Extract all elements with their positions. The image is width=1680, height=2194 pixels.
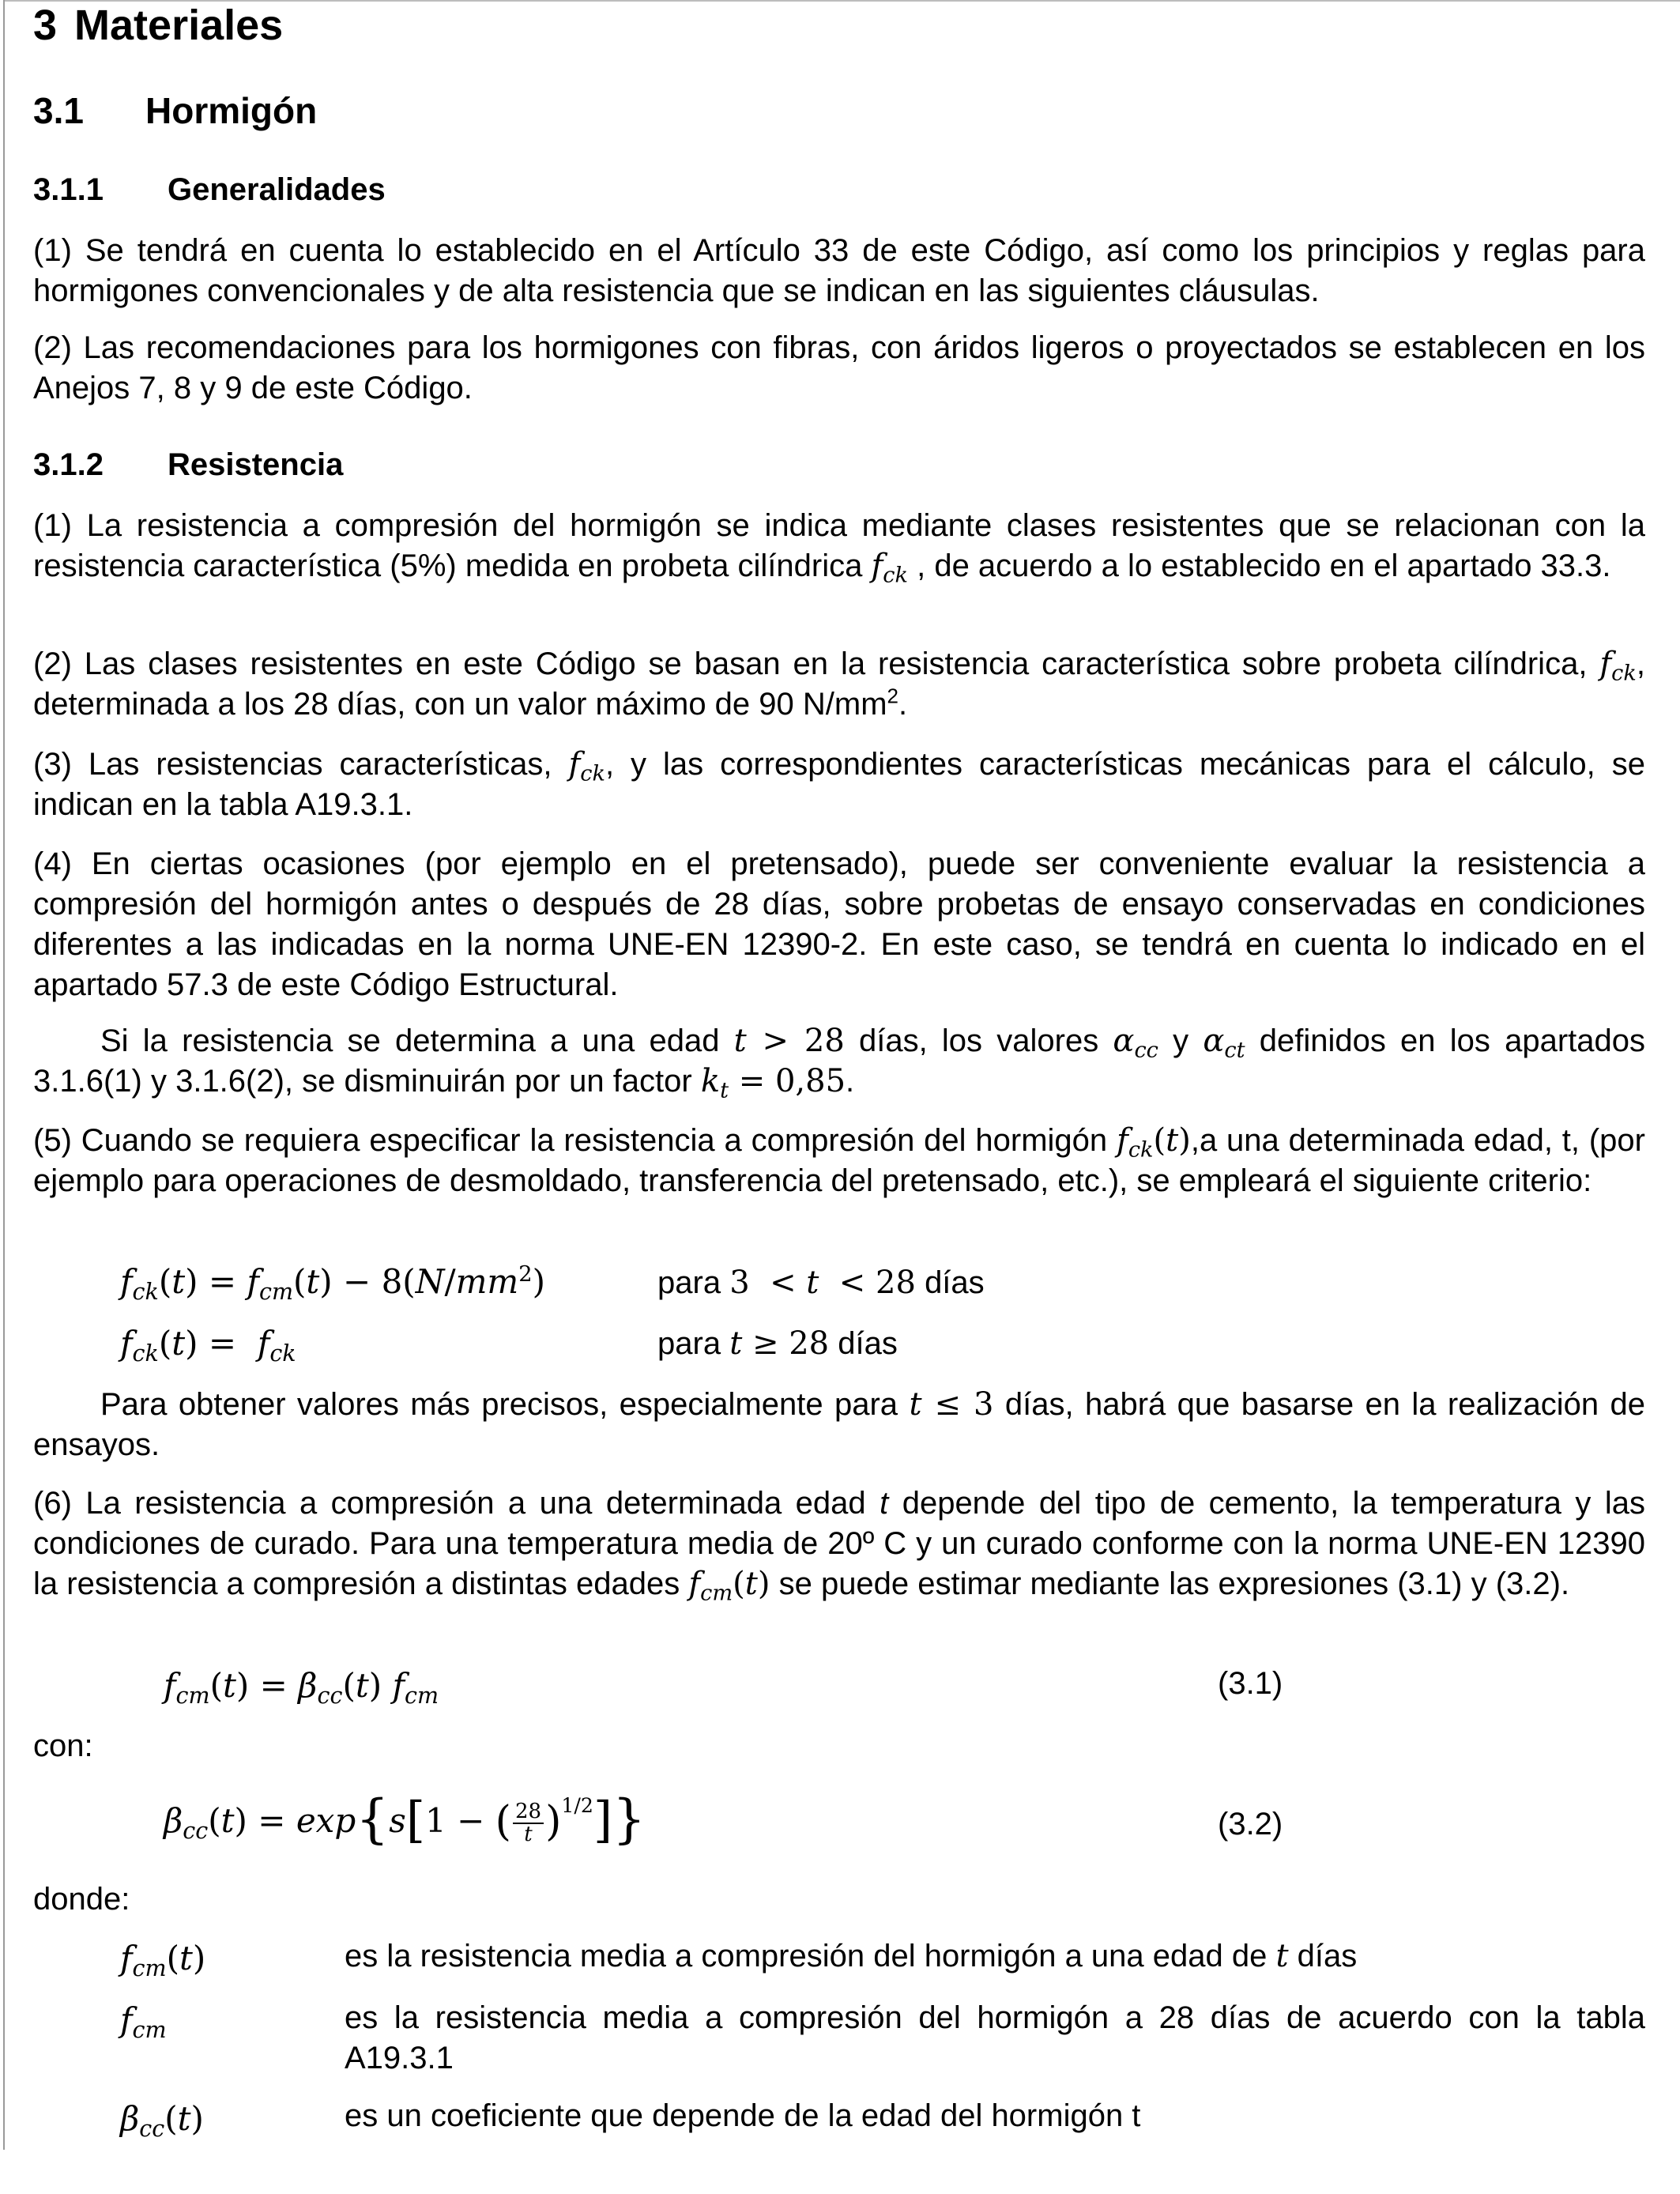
definition-text-fcm-t: es la resistencia media a compresión del hormigón a una edad de t días xyxy=(345,1938,1358,1974)
math-fck-t: $f_{ck}(t)$ xyxy=(1117,1122,1191,1163)
math-fck: $f_{ck}$ xyxy=(871,548,908,588)
subsection-number: 3.1.1 xyxy=(33,172,104,207)
definition-text-beta-cc: es un coeficiente que depende de la edad del hormigón t xyxy=(345,2098,1141,2133)
paragraph-3-1-2-5-note: Para obtener valores más precisos, especialmente para t ≤ 3 días, habrá que basarse en la realización de ensayos. xyxy=(33,1386,1645,1462)
fraction-28-over-t: $\frac{28}{t}$ xyxy=(513,1801,544,1846)
section-number: 3.1 xyxy=(33,90,84,131)
math-fck: $f_{ck}$ xyxy=(1599,646,1637,686)
paragraph-3-1-2-2: (2) Las clases resistentes en este Código se basan en la resistencia característica sobre probeta cilíndrica, $f_{ck}$, determinada a los 28 días, con un valor máximo de 90 $N/mm^2$. xyxy=(33,646,1645,722)
section-title: Hormigón xyxy=(145,90,318,131)
definition-text-fcm: es la resistencia media a compresión del hormigón a 28 días de acuerdo con la tabla A19.3.1 xyxy=(345,2000,1645,2075)
label-con: con: xyxy=(33,1728,93,1763)
definition-symbol-fcm: $f_{cm}$ xyxy=(120,2000,167,2043)
math-fcm-t: $f_{cm}(t)$ xyxy=(688,1566,770,1606)
equation-fck-t-general: $f_{ck}(t) = f_{cm}(t) - 8(N/mm^2)$ xyxy=(120,1262,546,1305)
math-alpha-cc: $\alpha_{cc}$ xyxy=(1113,1023,1158,1063)
paragraph-3-1-2-1: (1) La resistencia a compresión del hormigón se indica mediante clases resistentes que se relacionan con la resistencia característica (5%) medida en probeta cilíndrica $f_{ck}$ , de acuerdo a lo establecido en el apartado 33.3. xyxy=(33,508,1645,588)
equation-number-3-1: (3.1) xyxy=(1218,1666,1283,1701)
subsection-heading-resistencia xyxy=(33,446,343,484)
chapter-title: Materiales xyxy=(74,2,284,49)
chapter-number: 3 xyxy=(33,2,58,49)
section-heading xyxy=(33,89,317,132)
subsection-heading-generalidades xyxy=(33,171,386,209)
page-left-border xyxy=(3,0,5,2150)
chapter-heading xyxy=(33,2,283,49)
condition-1: para 3 < t < 28 días xyxy=(657,1265,985,1301)
math-fck: $f_{ck}$ xyxy=(568,746,605,786)
math-t-gt-28: t > 28 xyxy=(733,1023,845,1059)
paragraph-3-1-1-2: (2) Las recomendaciones para los hormigones con fibras, con áridos ligeros o proyectados se establecen en los Anejos 7, 8 y 9 de este Código. xyxy=(33,330,1645,405)
paragraph-3-1-2-5: (5) Cuando se requiera especificar la resistencia a compresión del hormigón $f_{ck}(t),a$ una determinada edad, t, (por ejemplo para operaciones de desmoldado, transferencia del pretensado, etc.), se empleará el siguiente criterio: xyxy=(33,1122,1645,1198)
paragraph-3-1-2-6: (6) La resistencia a compresión a una determinada edad t depende del tipo de cemento, la temperatura y las condiciones de curado. Para una temperatura media de 20º C y un curado conforme con la norma UNE-EN 12390 la resistencia a compresión a distintas edades $f_{cm}(t)$ se puede estimar mediante las expresiones (3.1) y (3.2). xyxy=(33,1486,1645,1606)
math-t-le-3: t ≤ 3 xyxy=(909,1386,994,1423)
math-alpha-ct: $\alpha_{ct}$ xyxy=(1203,1023,1245,1063)
definition-symbol-fcm-t: $f_{cm}(t)$ xyxy=(120,1939,206,1981)
paragraph-3-1-2-4-note: Si la resistencia se determina a una edad t > 28 días, los valores $\alpha_{cc}$ y $\alpha_{ct}$ definidos en los apartados 3.1.6(1) y 3.1.6(2), se disminuirán por un factor $k_t = 0,85$. xyxy=(33,1023,1645,1103)
equation-fck-t-28: $f_{ck}(t) = f_{ck}$ xyxy=(120,1324,296,1367)
subsection-title: Generalidades xyxy=(168,172,386,207)
equation-3-2: $\beta_{cc}(t) = \exp\{s[1$ − ( $\frac{28}{t}$ )$^{1/2}$]} xyxy=(164,1789,646,1849)
equation-number-3-2: (3.2) xyxy=(1218,1807,1283,1842)
paragraph-3-1-2-4: (4) En ciertas ocasiones (por ejemplo en el pretensado), puede ser conveniente evaluar la resistencia a compresión del hormigón antes o después de 28 días, sobre probetas de ensayo conservadas en condiciones diferentes a las indicadas en la norma UNE-EN 12390-2. En este caso, se tendrá en cuenta lo indicado en el apartado 57.3 de este Código Estructural. xyxy=(33,846,1645,1002)
condition-2: para t ≥ 28 días xyxy=(657,1325,898,1362)
math-kt: $k_t = 0,85$ xyxy=(700,1063,846,1103)
subsection-title: Resistencia xyxy=(168,447,344,482)
subsection-number: 3.1.2 xyxy=(33,447,104,482)
label-donde: donde: xyxy=(33,1882,130,1917)
paragraph-3-1-1-1: (1) Se tendrá en cuenta lo establecido en el Artículo 33 de este Código, así como los principios y reglas para hormigones convencionales y de alta resistencia que se indican en las siguientes cláusulas. xyxy=(33,233,1645,308)
definition-symbol-beta-cc: $\beta_{cc}(t)$ xyxy=(120,2099,204,2142)
paragraph-3-1-2-3: (3) Las resistencias características, $f_{ck}$, y las correspondientes características mecánicas para el cálculo, se indican en la tabla A19.3.1. xyxy=(33,746,1645,822)
equation-3-1: $f_{cm}(t) = \beta_{cc}(t)$ $f_{cm}$ xyxy=(164,1666,439,1709)
